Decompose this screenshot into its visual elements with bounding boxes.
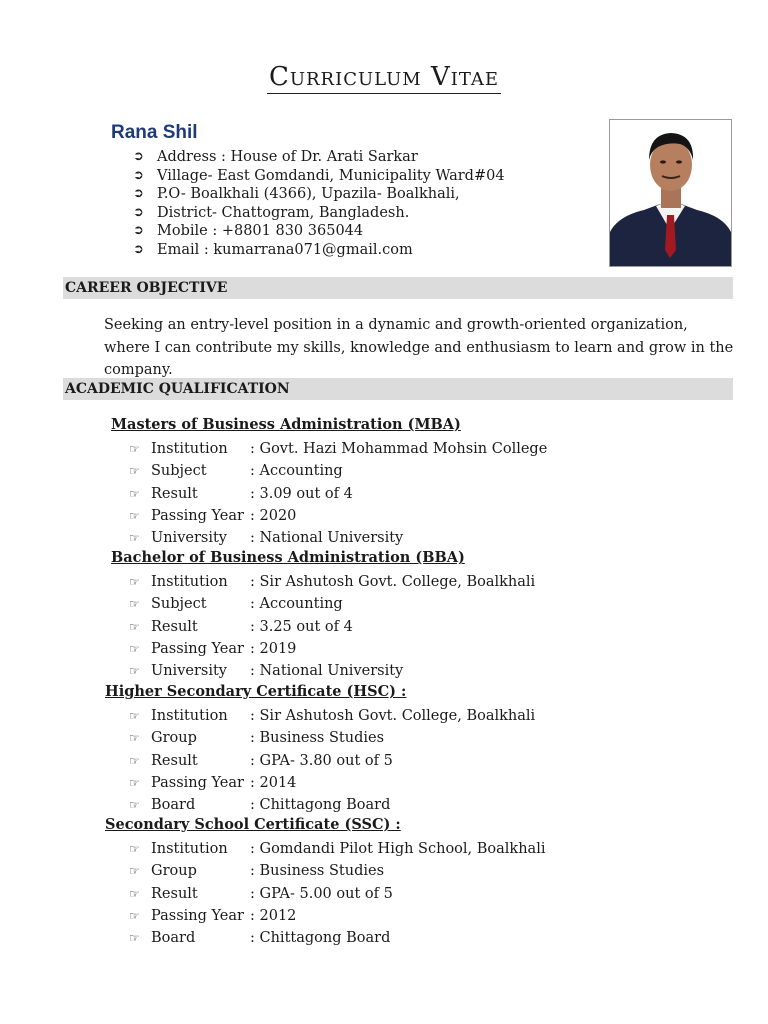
pointing-hand-icon: ☞ — [129, 753, 140, 768]
contact-item: ➲ Email : kumarrana071@gmail.com — [133, 241, 413, 258]
portrait-image — [610, 120, 731, 266]
arrow-right-icon: ➲ — [133, 241, 144, 257]
contact-item: ➲ P.O- Boalkhali (4366), Upazila- Boalkhali, — [133, 186, 460, 203]
pointing-hand-icon: ☞ — [129, 486, 140, 501]
detail-row: ☞ Group : Business Studies — [129, 860, 545, 882]
contact-item: ➲ Mobile : +8801 830 365044 — [133, 223, 364, 240]
arrow-right-icon: ➲ — [133, 167, 144, 183]
detail-row: ☞ Board : Chittagong Board — [129, 927, 545, 949]
detail-row: ☞ Passing Year : 2012 — [129, 905, 545, 927]
pointing-hand-icon: ☞ — [129, 619, 140, 634]
pointing-hand-icon: ☞ — [129, 508, 140, 523]
contact-list — [133, 148, 505, 260]
pointing-hand-icon: ☞ — [129, 575, 140, 589]
pointing-hand-icon: ☞ — [129, 464, 140, 479]
detail-row: ☞ Result : GPA- 3.80 out of 5 — [129, 750, 535, 772]
detail-row: ☞ Result : GPA- 5.00 out of 5 — [129, 883, 545, 905]
pointing-hand-icon: ☞ — [129, 864, 140, 879]
ssc-title: Secondary School Certificate (SSC) : — [105, 816, 401, 833]
pointing-hand-icon: ☞ — [129, 664, 140, 679]
pointing-hand-icon: ☞ — [129, 931, 140, 946]
contact-item: ➲ Address : House of Dr. Arati Sarkar — [133, 149, 418, 165]
academic-qualification-heading: ACADEMIC QUALIFICATION — [63, 378, 733, 400]
mba-details — [129, 438, 547, 549]
career-objective-heading: CAREER OBJECTIVE — [63, 277, 733, 299]
bba-details — [129, 571, 535, 682]
arrow-right-icon: ➲ — [133, 186, 144, 202]
detail-row: ☞ University : National University — [129, 527, 547, 549]
detail-row: ☞ Institution : Sir Ashutosh Govt. College, Boalkhali — [129, 571, 535, 593]
bba-title: Bachelor of Business Administration (BBA) — [111, 549, 465, 566]
hsc-title: Higher Secondary Certificate (HSC) : — [105, 683, 407, 700]
pointing-hand-icon: ☞ — [129, 731, 140, 746]
arrow-right-icon: ➲ — [133, 204, 144, 220]
pointing-hand-icon: ☞ — [129, 641, 140, 656]
detail-row: ☞ Passing Year : 2020 — [129, 505, 547, 527]
detail-row: ☞ Institution : Gomdandi Pilot High School, Boalkhali — [129, 838, 545, 860]
pointing-hand-icon: ☞ — [129, 908, 140, 923]
detail-row: ☞ Institution : Govt. Hazi Mohammad Mohsin College — [129, 438, 547, 460]
detail-row: ☞ Result : 3.25 out of 4 — [129, 616, 535, 638]
pointing-hand-icon: ☞ — [129, 775, 140, 790]
arrow-right-icon: ➲ — [133, 149, 144, 164]
document-title: Curriculum Vitae — [268, 62, 500, 92]
detail-row: ☞ University : National University — [129, 660, 535, 682]
career-objective-text: Seeking an entry-level position in a dynamic and growth-oriented organization, where I can contribute my skills, knowledge and enthusiasm to learn and grow in the company. — [104, 317, 734, 378]
pointing-hand-icon: ☞ — [129, 442, 140, 456]
ssc-details — [129, 838, 545, 949]
detail-row: ☞ Board : Chittagong Board — [129, 794, 535, 816]
pointing-hand-icon: ☞ — [129, 597, 140, 612]
candidate-name: Rana Shil — [111, 122, 198, 143]
detail-row: ☞ Subject : Accounting — [129, 593, 535, 615]
detail-row: ☞ Result : 3.09 out of 4 — [129, 483, 547, 505]
detail-row: ☞ Institution : Sir Ashutosh Govt. College, Boalkhali — [129, 705, 535, 727]
contact-item: ➲ Village- East Gomdandi, Municipality Ward#04 — [133, 167, 505, 184]
hsc-details — [129, 705, 535, 816]
detail-row: ☞ Passing Year : 2019 — [129, 638, 535, 660]
pointing-hand-icon: ☞ — [129, 709, 140, 723]
arrow-right-icon: ➲ — [133, 223, 144, 239]
profile-photo — [609, 119, 732, 267]
contact-item: ➲ District- Chattogram, Bangladesh. — [133, 204, 410, 221]
pointing-hand-icon: ☞ — [129, 531, 140, 546]
pointing-hand-icon: ☞ — [129, 798, 140, 813]
pointing-hand-icon: ☞ — [129, 842, 140, 856]
detail-row: ☞ Passing Year : 2014 — [129, 772, 535, 794]
detail-row: ☞ Subject : Accounting — [129, 460, 547, 482]
pointing-hand-icon: ☞ — [129, 886, 140, 901]
mba-title: Masters of Business Administration (MBA) — [111, 416, 461, 433]
detail-row: ☞ Group : Business Studies — [129, 727, 535, 749]
